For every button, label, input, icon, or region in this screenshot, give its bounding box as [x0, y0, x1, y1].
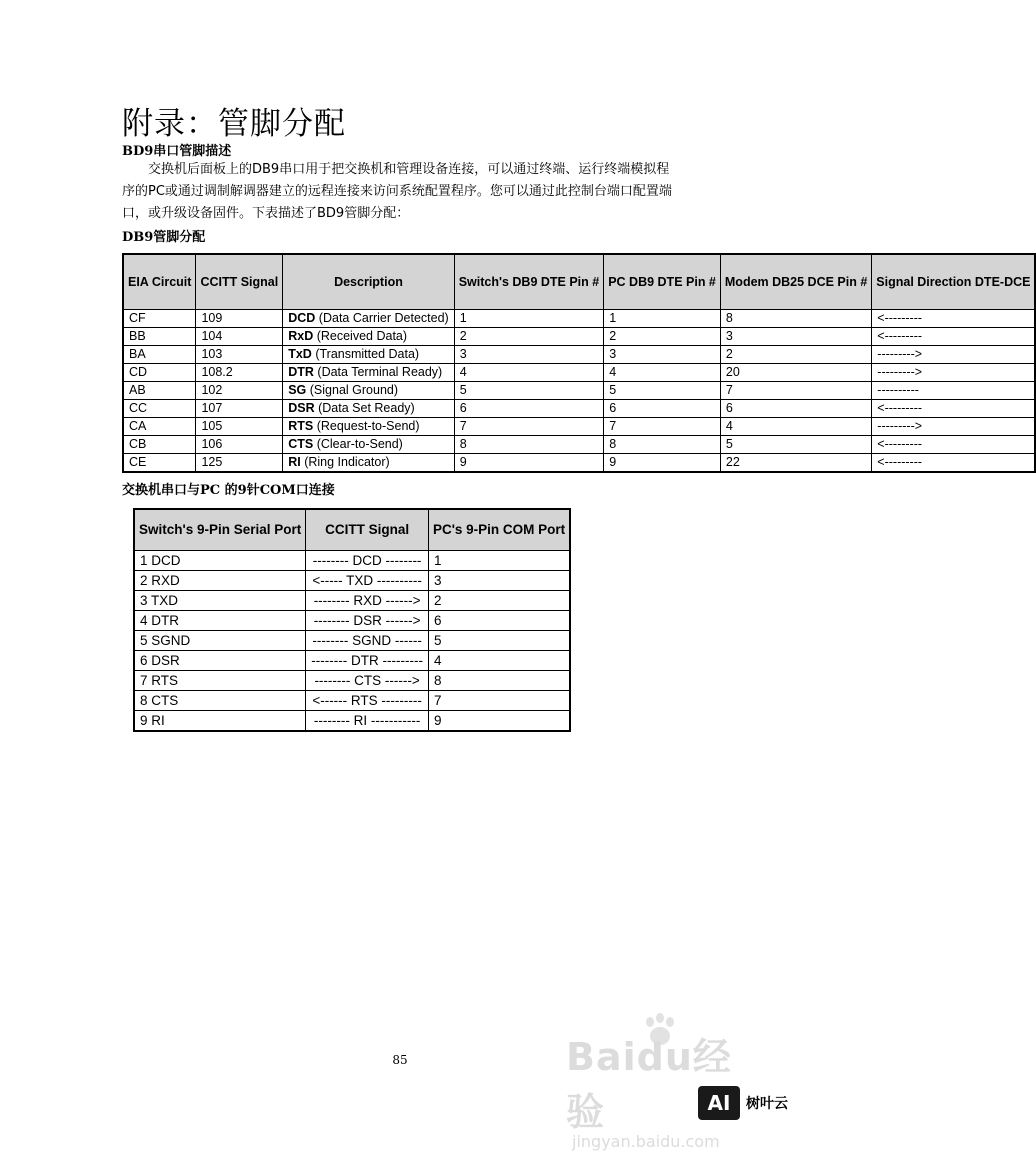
cell-direction: <---------	[872, 328, 1036, 346]
cell-description	[283, 328, 454, 346]
cell-ccitt-signal: -------- RI -----------	[306, 711, 429, 732]
cell-direction: <---------	[872, 400, 1036, 418]
signal-abbr: DSR	[288, 401, 315, 415]
cell-eia: AB	[123, 382, 196, 400]
db9-pin-table	[122, 253, 1036, 473]
header-description: Description	[283, 254, 454, 310]
cell-eia: CB	[123, 436, 196, 454]
cell-pc-port: 4	[428, 651, 570, 671]
cell-pc-port: 5	[428, 631, 570, 651]
signal-desc: (Transmitted Data)	[315, 347, 420, 361]
cell-modem-pin: 22	[720, 454, 871, 473]
cell-pc-port: 3	[428, 571, 570, 591]
cell-ccitt: 106	[196, 436, 283, 454]
cell-ccitt-signal: -------- DCD --------	[306, 551, 429, 571]
cell-description	[283, 364, 454, 382]
cell-description	[283, 382, 454, 400]
cell-ccitt-signal: -------- RXD ------>	[306, 591, 429, 611]
header-pc-pin: PC DB9 DTE Pin #	[604, 254, 721, 310]
page-title: 附录：管脚分配	[122, 106, 346, 142]
cell-eia: CA	[123, 418, 196, 436]
cell-pc-port: 1	[428, 551, 570, 571]
table-row	[134, 691, 570, 711]
cell-pc-port: 7	[428, 691, 570, 711]
cell-eia: CF	[123, 310, 196, 328]
signal-desc: (Signal Ground)	[309, 383, 399, 397]
cell-pc-pin: 9	[604, 454, 721, 473]
table-row	[123, 382, 1035, 400]
cell-ccitt-signal: <----- TXD ----------	[306, 571, 429, 591]
cell-eia: CE	[123, 454, 196, 473]
cell-description	[283, 436, 454, 454]
cell-pc-pin: 2	[604, 328, 721, 346]
table-row	[134, 651, 570, 671]
cell-pc-pin: 5	[604, 382, 721, 400]
header-ccitt-signal: CCITT Signal	[196, 254, 283, 310]
serial-to-com-table	[133, 508, 571, 732]
table1-caption: DB9管脚分配	[122, 230, 206, 245]
header-pc-com-port: PC's 9-Pin COM Port	[428, 509, 570, 551]
baidu-watermark-main: Baidu经验	[566, 1035, 732, 1134]
table-row	[123, 346, 1035, 364]
cell-switch-pin: 3	[454, 346, 604, 364]
section-heading-bd9: BD9串口管脚描述	[122, 144, 232, 159]
table-row	[123, 454, 1035, 473]
cell-direction: ----------	[872, 382, 1036, 400]
cell-switch-port: 7 RTS	[134, 671, 306, 691]
signal-abbr: SG	[288, 383, 307, 397]
cell-eia: BA	[123, 346, 196, 364]
table2-caption: 交换机串口与PC 的9针COM口连接	[122, 483, 335, 498]
baidu-watermark-url: jingyan.baidu.com	[572, 1132, 720, 1151]
table-row	[123, 418, 1035, 436]
cell-modem-pin: 4	[720, 418, 871, 436]
cell-switch-pin: 1	[454, 310, 604, 328]
header-modem-pin: Modem DB25 DCE Pin #	[720, 254, 871, 310]
badge-text: 树叶云	[746, 1096, 788, 1112]
header-eia-circuit: EIA Circuit	[123, 254, 196, 310]
shuyeyun-badge	[698, 1085, 798, 1121]
cell-switch-pin: 9	[454, 454, 604, 473]
cell-switch-port: 4 DTR	[134, 611, 306, 631]
table-row	[123, 364, 1035, 382]
table-row	[123, 310, 1035, 328]
cell-switch-port: 8 CTS	[134, 691, 306, 711]
cell-switch-pin: 5	[454, 382, 604, 400]
cell-direction: --------->	[872, 346, 1036, 364]
cell-pc-port: 8	[428, 671, 570, 691]
cell-description	[283, 400, 454, 418]
signal-abbr: RxD	[288, 329, 314, 343]
cell-ccitt: 103	[196, 346, 283, 364]
signal-abbr: TxD	[288, 347, 312, 361]
header-ccitt-signal-2: CCITT Signal	[306, 509, 429, 551]
ai-logo-icon: AI	[698, 1086, 740, 1120]
cell-switch-pin: 6	[454, 400, 604, 418]
cell-modem-pin: 8	[720, 310, 871, 328]
table-row	[134, 631, 570, 651]
cell-pc-pin: 1	[604, 310, 721, 328]
table-row	[134, 591, 570, 611]
header-switch-pin: Switch's DB9 DTE Pin #	[454, 254, 604, 310]
header-switch-serial-port: Switch's 9-Pin Serial Port	[134, 509, 306, 551]
cell-description	[283, 454, 454, 473]
table-row	[134, 711, 570, 732]
cell-ccitt: 125	[196, 454, 283, 473]
cell-direction: <---------	[872, 454, 1036, 473]
signal-abbr: DTR	[288, 365, 314, 379]
cell-direction: <---------	[872, 310, 1036, 328]
cell-switch-pin: 7	[454, 418, 604, 436]
table-row	[123, 400, 1035, 418]
cell-pc-port: 9	[428, 711, 570, 732]
cell-ccitt: 102	[196, 382, 283, 400]
cell-eia: BB	[123, 328, 196, 346]
cell-pc-pin: 6	[604, 400, 721, 418]
table-row	[134, 571, 570, 591]
cell-switch-port: 2 RXD	[134, 571, 306, 591]
table-row	[134, 551, 570, 571]
cell-direction: <---------	[872, 436, 1036, 454]
cell-switch-pin: 8	[454, 436, 604, 454]
cell-modem-pin: 3	[720, 328, 871, 346]
cell-direction: --------->	[872, 364, 1036, 382]
page-number: 85	[392, 1053, 408, 1067]
cell-pc-pin: 3	[604, 346, 721, 364]
cell-pc-port: 6	[428, 611, 570, 631]
signal-desc: (Data Terminal Ready)	[317, 365, 443, 379]
cell-ccitt: 109	[196, 310, 283, 328]
cell-modem-pin: 7	[720, 382, 871, 400]
cell-ccitt-signal: <------ RTS ---------	[306, 691, 429, 711]
cell-ccitt: 104	[196, 328, 283, 346]
cell-modem-pin: 5	[720, 436, 871, 454]
cell-description	[283, 310, 454, 328]
signal-desc: (Data Carrier Detected)	[318, 311, 449, 325]
cell-ccitt: 108.2	[196, 364, 283, 382]
signal-desc: (Request-to-Send)	[316, 419, 420, 433]
cell-switch-pin: 4	[454, 364, 604, 382]
cell-pc-pin: 7	[604, 418, 721, 436]
cell-ccitt: 105	[196, 418, 283, 436]
cell-switch-port: 1 DCD	[134, 551, 306, 571]
cell-eia: CC	[123, 400, 196, 418]
cell-switch-port: 5 SGND	[134, 631, 306, 651]
cell-modem-pin: 6	[720, 400, 871, 418]
cell-switch-pin: 2	[454, 328, 604, 346]
cell-description	[283, 346, 454, 364]
signal-desc: (Ring Indicator)	[304, 455, 390, 469]
cell-pc-pin: 8	[604, 436, 721, 454]
signal-abbr: RI	[288, 455, 301, 469]
cell-modem-pin: 20	[720, 364, 871, 382]
signal-desc: (Data Set Ready)	[318, 401, 415, 415]
signal-abbr: DCD	[288, 311, 316, 325]
table-row	[123, 436, 1035, 454]
table-row	[134, 671, 570, 691]
cell-ccitt: 107	[196, 400, 283, 418]
signal-desc: (Clear-to-Send)	[316, 437, 403, 451]
cell-modem-pin: 2	[720, 346, 871, 364]
table-row	[123, 328, 1035, 346]
cell-switch-port: 3 TXD	[134, 591, 306, 611]
cell-eia: CD	[123, 364, 196, 382]
cell-switch-port: 6 DSR	[134, 651, 306, 671]
cell-pc-pin: 4	[604, 364, 721, 382]
cell-ccitt-signal: -------- DTR ---------	[306, 651, 429, 671]
signal-abbr: RTS	[288, 419, 314, 433]
signal-desc: (Received Data)	[316, 329, 408, 343]
cell-ccitt-signal: -------- DSR ------>	[306, 611, 429, 631]
cell-ccitt-signal: -------- CTS ------>	[306, 671, 429, 691]
cell-ccitt-signal: -------- SGND ------	[306, 631, 429, 651]
cell-pc-port: 2	[428, 591, 570, 611]
cell-description	[283, 418, 454, 436]
cell-direction: --------->	[872, 418, 1036, 436]
signal-abbr: CTS	[288, 437, 314, 451]
header-signal-direction: Signal Direction DTE-DCE	[872, 254, 1036, 310]
table-row	[134, 611, 570, 631]
cell-switch-port: 9 RI	[134, 711, 306, 732]
intro-paragraph: 交换机后面板上的DB9串口用于把交换机和管理设备连接，可以通过终端、运行终端模拟程序的PC或通过调制解调器建立的远程连接来访问系统配置程序。您可以通过此控制台端口配置端口，或升级设备固件。下表描述了BD9管脚分配：	[122, 162, 672, 221]
